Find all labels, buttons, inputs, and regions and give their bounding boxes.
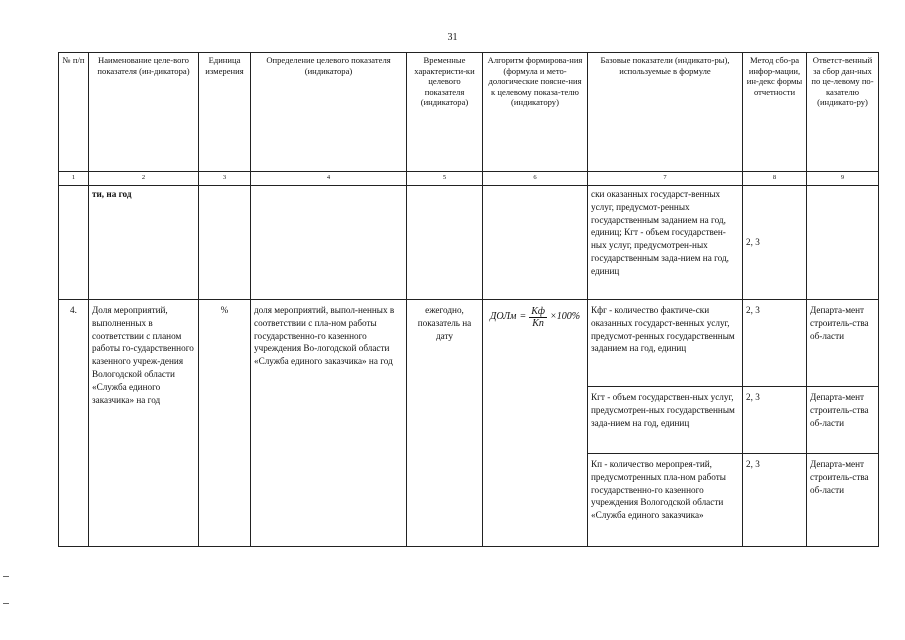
cell-algorithm [483,186,588,300]
table-row-continuation [59,186,879,300]
formula-denominator: Кп [532,318,544,329]
cell-base: Кп - количество меропрея-тий, предусмотренных пла-ном работы государственно-го казенного учреждения Вологодской области «Служба единого заказчика» [588,454,743,547]
formula-tail: ×100% [549,311,581,323]
cell-unit [199,186,251,300]
cell-number: 4. [59,300,89,547]
formula-lhs: ДОЛм [489,311,517,323]
column-number: 8 [743,172,807,186]
cell-time: ежегодно, показатель на дату [407,300,483,547]
cell-definition: доля мероприятий, выпол-ненных в соответствии с пла-ном работы государственно-го казенного учреждения Во-логодской области «Служба единого заказчика» на год [251,300,407,547]
scan-edge-mark [3,576,9,577]
cell-method: 2, 3 [743,387,807,454]
method-value: 2, 3 [746,237,760,248]
cell-definition [251,186,407,300]
page-number: 31 [447,32,458,43]
cell-base: Кфг - количество фактиче-ски оказанных государст-венных услуг, предусмот-ренных государственным заданием на год, единиц [588,300,743,387]
scan-edge-mark [3,603,9,604]
header-cell-number: № п/п [59,53,89,172]
cell-base: ски оказанных государст-венных услуг, предусмот-ренных государственным заданием на год, единиц; Кгт - объем государствен-ных услуг, предусмотрен-ных государственным зада-нием на год, единиц [588,186,743,300]
cell-unit: % [199,300,251,547]
header-cell-responsible: Ответст-венный за сбор дан-ных по це-левому по-казателю (индикато-ру) [807,53,879,172]
column-number: 5 [407,172,483,186]
header-row [59,53,879,172]
cell-method [743,186,807,300]
column-number: 2 [89,172,199,186]
header-cell-time: Временные характеристи-ки целевого показателя (индикатора) [407,53,483,172]
formula-equals: = [519,311,527,323]
header-cell-base: Базовые показатели (индикато-ры), используемые в формуле [588,53,743,172]
header-cell-definition: Определение целевого показателя (индикатора) [251,53,407,172]
cell-number [59,186,89,300]
indicators-table [58,52,879,547]
table-row-4 [59,300,879,387]
cell-time [407,186,483,300]
cell-method: 2, 3 [743,454,807,547]
column-number-row [59,172,879,186]
header-cell-method: Метод сбо-ра инфор-мации, ин-декс формы отчетности [743,53,807,172]
column-number: 1 [59,172,89,186]
formula-numerator: Кф [531,306,545,317]
column-number: 4 [251,172,407,186]
column-number: 7 [588,172,743,186]
column-number: 6 [483,172,588,186]
header-cell-algorithm: Алгоритм формирова-ния (формула и мето-дологические поясне-ния к целевому показа-телю (индикатору) [483,53,588,172]
cell-name: Доля мероприятий, выполненных в соответствии с планом работы го-сударственного казенного учреж-дения Вологодской области «Служба единого заказчика» на год [89,300,199,547]
cell-responsible [807,186,879,300]
cell-algorithm [483,300,588,547]
cell-responsible: Департа-мент строитель-ства об-ласти [807,454,879,547]
formula [486,306,584,329]
header-cell-name: Наименование целе-вого показателя (ин-дикатора) [89,53,199,172]
cell-base: Кгт - объем государствен-ных услуг, предусмотрен-ных государственным зада-нием на год, единиц [588,387,743,454]
cell-method: 2, 3 [743,300,807,387]
formula-fraction [529,306,547,329]
cell-name-tail: ти, на год [89,186,199,300]
column-number: 9 [807,172,879,186]
header-cell-unit: Единица измерения [199,53,251,172]
cell-responsible: Департа-мент строитель-ства об-ласти [807,387,879,454]
cell-responsible: Департа-мент строитель-ства об-ласти [807,300,879,387]
column-number: 3 [199,172,251,186]
